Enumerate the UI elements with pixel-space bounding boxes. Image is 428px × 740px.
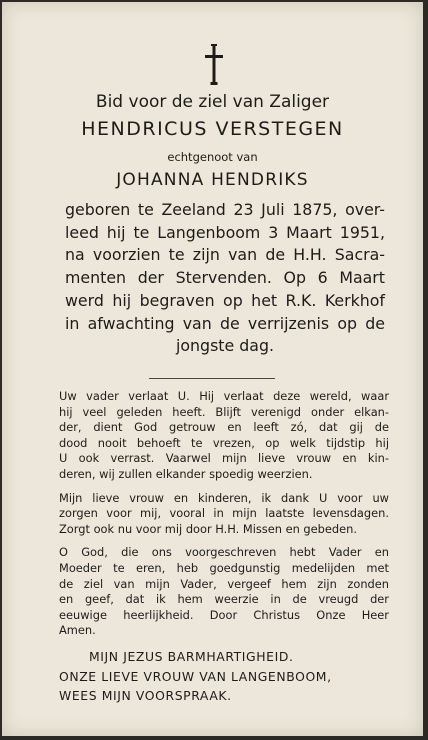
prayer-line: Zorgt ook nu voor mij door H.H. Missen en gebeden. <box>59 521 357 536</box>
bio-line: geboren te Zeeland 23 Juli 1875, over- <box>65 200 385 219</box>
divider <box>149 378 275 379</box>
closing-line: MIJN JEZUS BARMHARTIGHEID. <box>89 649 294 664</box>
bio-line: werd hij begraven op het R.K. Kerkhof <box>65 290 385 310</box>
relation-text: echtgenoot van <box>167 150 258 164</box>
closing-line: WEES MIJN VOORSPRAAK. <box>59 688 232 703</box>
bio-line: na voorzien te zijn van de H.H. Sacra- <box>65 245 385 265</box>
bio-line: jongste dag. <box>175 336 274 356</box>
deceased-name: HENDRICUS VERSTEGEN <box>81 118 344 140</box>
prayer-line: zorgen voor mij, vooral in mijn laatste levensdagen. <box>59 506 389 521</box>
cross-icon <box>203 44 225 86</box>
biography <box>65 199 385 358</box>
prayer-line: Moeder te eren, heb goedgunstig medelijden met <box>59 560 389 575</box>
prayer-line: hij veel geleden heeft. Blijft verenigd onder elkan- <box>59 404 389 419</box>
bio-line: menten der Stervenden. Op 6 Maart <box>65 268 385 288</box>
prayer-line: eeuwige heerlijkheid. Door Christus Onze Heer <box>59 607 389 622</box>
prayer-line: dood nooit behoeft te vrezen, op welk tijdstip hij <box>59 435 389 450</box>
prayer-line: Uw vader verlaat U. Hij verlaat deze wereld, waar <box>59 389 389 403</box>
prayer-line: deren, wij zullen elkander spoedig weerzien. <box>59 466 313 481</box>
closing-line: ONZE LIEVE VROUW VAN LANGENBOOM, <box>59 668 332 684</box>
prayer-line: der, dient God getrouw en leeft zó, dat gij de <box>59 420 389 435</box>
prayer-line: O God, die ons voorgeschreven hebt Vader en <box>59 545 389 560</box>
intro-text: Bid voor de ziel van Zaliger <box>95 92 330 112</box>
closing-invocations <box>59 647 389 706</box>
prayer-line: de ziel van mijn Vader, vergeef hem zijn zonden <box>59 576 389 591</box>
prayer-line: U ook verrast. Vaarwel mijn lieve vrouw en kin- <box>59 451 389 466</box>
prayer-line: en geef, dat ik hem weerzie in de vreugd der <box>59 592 389 607</box>
prayer-line: Amen. <box>59 623 96 638</box>
spouse-name: JOHANNA HENDRIKS <box>116 170 309 190</box>
prayer-text <box>59 389 389 639</box>
memorial-card <box>2 2 423 736</box>
bio-line: leed hij te Langenboom 3 Maart 1951, <box>65 222 385 242</box>
prayer-line: Mijn lieve vrouw en kinderen, ik dank U voor uw <box>59 490 389 505</box>
bio-line: in afwachting van de verrijzenis op de <box>65 313 385 333</box>
